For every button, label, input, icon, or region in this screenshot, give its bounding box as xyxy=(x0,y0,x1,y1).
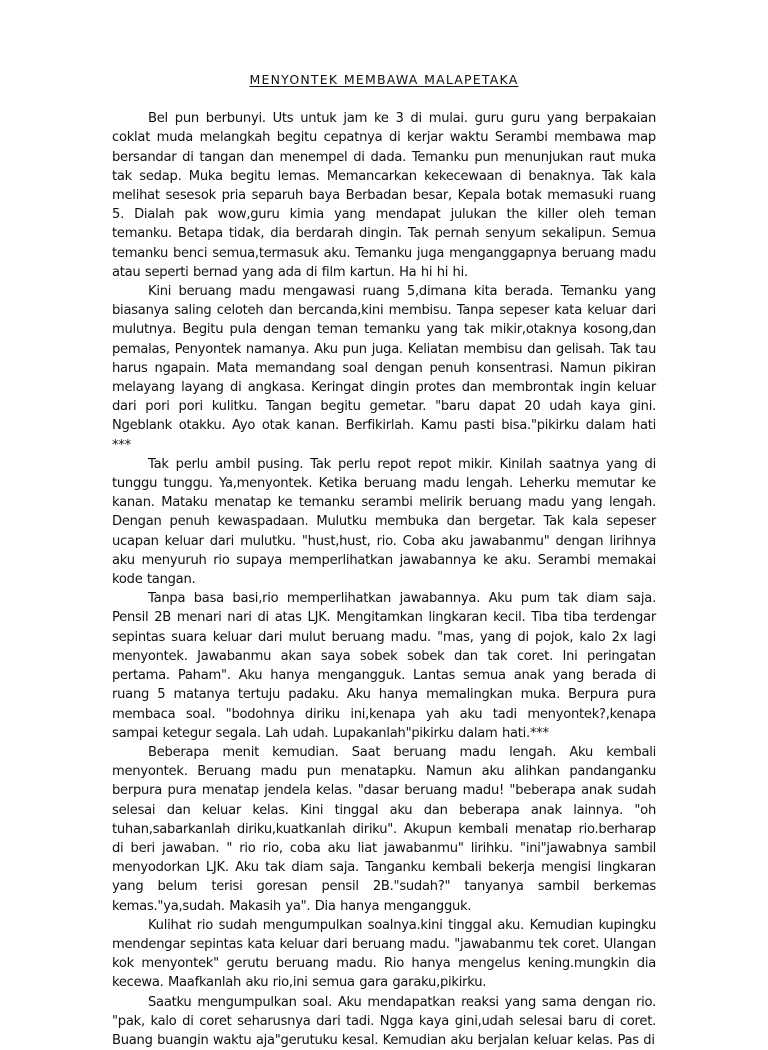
paragraph: Kini beruang madu mengawasi ruang 5,dimana kita berada. Temanku yang biasanya saling celoteh dan bercanda,kini membisu. Tanpa sepeser kata keluar dari mulutnya. Begitu pula dengan teman temanku yang tak mikir,otaknya kosong,dan pemalas, Penyontek namanya. Aku pun juga. Keliatan membisu dan gelisah. Tak tau harus ngapain. Mata memandang soal dengan penuh konsentrasi. Namun pikiran melayang layang di angkasa. Keringat dingin protes dan membrontak ingin keluar dari pori pori kulitku. Tangan begitu gemetar. "baru dapat 20 udah kaya gini. Ngeblank otakku. Ayo otak kanan. Berfikirlah. Kamu pasti bisa."pikirku dalam hati *** xyxy=(112,284,656,453)
document-title: MENYONTEK MEMBAWA MALAPETAKA xyxy=(249,72,519,87)
paragraph: Beberapa menit kemudian. Saat beruang madu lengah. Aku kembali menyontek. Beruang madu pun menatapku. Namun aku alihkan pandanganku berpura pura menatap jendela kelas. "dasar beruang madu! "beberapa anak sudah selesai dan keluar kelas. Kini tinggal aku dan beberapa anak lainnya. "oh tuhan,sabarkanlah diriku,kuatkanlah diriku". Akupun kembali menatap rio.berharap di beri jawaban. " rio rio, coba aku liat jawabanmu" lirihku. "ini"jawabnya sambil menyodorkan LJK. Aku tak diam saja. Tanganku kembali bekerja mengisi lingkaran yang belum terisi goresan pensil 2B."sudah?" tanyanya sambil berkemas kemas."ya,sudah. Makasih ya". Dia hanya mengangguk. xyxy=(112,744,656,914)
paragraph: Saatku mengumpulkan soal. Aku mendapatkan reaksi yang sama dengan rio. "pak, kalo di coret seharusnya dari tadi. Ngga kaya gini,udah selesai baru di coret. Buang buangin waktu aja"gerutuku kesal. Kemudian aku berjalan keluar kelas. Pas di xyxy=(112,994,656,1048)
paragraph: Tanpa basa basi,rio memperlihatkan jawabannya. Aku pum tak diam saja. Pensil 2B menari nari di atas LJK. Mengitamkan lingkaran kecil. Tiba tiba terdengar sepintas suara keluar dari mulut beruang madu. "mas, yang di pojok, kalo 2x lagi menyontek. Jawabanmu akan saya sobek sobek dan tak coret. Ini peringatan pertama. Paham". Aku hanya mengangguk. Lantas semua anak yang berada di ruang 5 matanya tertuju padaku. Aku hanya memalingkan muka. Berpura pura membaca soal. "bodohnya diriku ini,kenapa yah aku tadi menyontek?,kenapa sampai ketegur segala. Lah udah. Lupakanlah"pikirku dalam hati.*** xyxy=(112,591,656,741)
paragraph: Kulihat rio sudah mengumpulkan soalnya.kini tinggal aku. Kemudian kupingku mendengar sepintas kata keluar dari beruang madu. "jawabanmu tek coret. Ulangan kok menyontek" gerutu beruang madu. Rio hanya mengelus kening.mungkin dia kecewa. Maafkanlah aku rio,ini semua gara garaku,pikirku. xyxy=(112,917,656,991)
paragraph: Tak perlu ambil pusing. Tak perlu repot repot mikir. Kinilah saatnya yang di tunggu tunggu. Ya,menyontek. Ketika beruang madu lengah. Leherku memutar ke kanan. Mataku menatap ke temanku serambi melirik beruang madu yang lengah. Dengan penuh kewaspadaan. Mulutku membuka dan bergetar. Tak kala sepeser ucapan keluar dari mulutku. "hust,hust, rio. Coba aku jawabanmu" dengan lirihnya aku menyuruh rio supaya memperlihatkan jawabannya ke aku. Serambi memakai kode tangan. xyxy=(112,456,656,588)
document-body xyxy=(112,70,656,1050)
paragraph: Bel pun berbunyi. Uts untuk jam ke 3 di mulai. guru guru yang berpakaian coklat muda melangkah begitu cepatnya di kerjar waktu Serambi membawa map bersandar di tangan dan menempel di dada. Temanku pun menunjukan raut muka tak sedap. Muka begitu lemas. Memancarkan kekecewaan di benaknya. Tak kala melihat sesesok pria separuh baya Berbadan besar, Kepala botak memasuki ruang 5. Dialah pak wow,guru kimia yang mendapat julukan the killer oleh teman temanku. Betapa tidak, dia berdarah dingin. Tak pernah senyum sekalipun. Semua temanku benci semua,termasuk aku. Temanku juga menganggapnya beruang madu atau seperti bernad yang ada di film kartun. Ha hi hi hi. xyxy=(112,111,656,280)
